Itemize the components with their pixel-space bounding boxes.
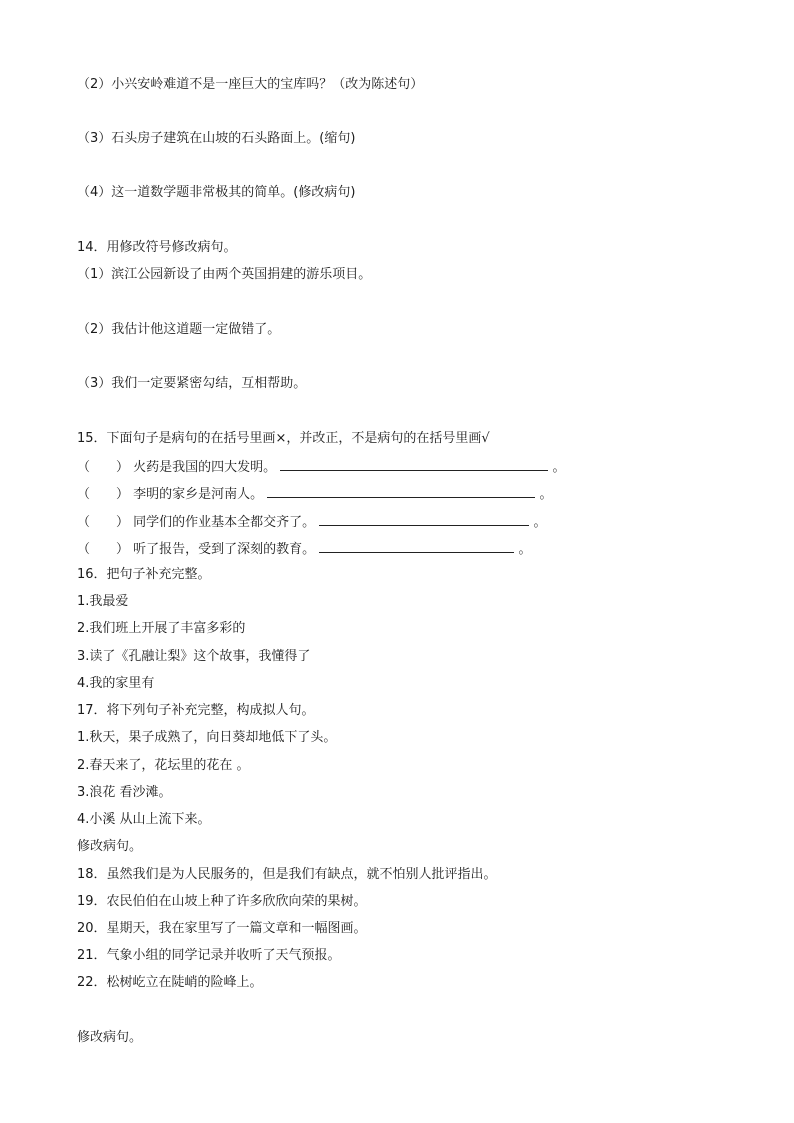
q13-sub3: （3）石头房子建筑在山坡的石头路面上。(缩句) bbox=[77, 131, 356, 146]
q15-item bbox=[77, 512, 546, 530]
q15-item bbox=[77, 539, 531, 557]
q14-title: 14．用修改符号修改病句。 bbox=[77, 240, 237, 255]
q14-sub2: （2）我估计他这道题一定做错了。 bbox=[77, 322, 281, 337]
answer-blank[interactable] bbox=[280, 457, 548, 471]
q16-title: 16．把句子补充完整。 bbox=[77, 567, 211, 582]
q15-item-text: 李明的家乡是河南人。 bbox=[133, 487, 264, 502]
q17-item: 2.春天来了，花坛里的花在 。 bbox=[77, 758, 250, 773]
q13-sub2: （2）小兴安岭难道不是一座巨大的宝库吗？（改为陈述句） bbox=[77, 77, 424, 92]
q16-item: 1.我最爱 bbox=[77, 594, 129, 609]
answer-blank[interactable] bbox=[319, 512, 529, 526]
question-20: 20．星期天，我在家里写了一篇文章和一幅图画。 bbox=[77, 921, 367, 936]
q15-bracket[interactable]: （ ） bbox=[77, 542, 130, 557]
question-22: 22．松树屹立在陡峭的险峰上。 bbox=[77, 975, 263, 990]
answer-blank[interactable] bbox=[319, 539, 514, 553]
q17-item: 1.秋天，果子成熟了，向日葵却地低下了头。 bbox=[77, 730, 337, 745]
q15-item bbox=[77, 484, 552, 502]
answer-blank[interactable] bbox=[267, 484, 535, 498]
footer-title: 修改病句。 bbox=[77, 1030, 143, 1045]
q16-item: 4.我的家里有 bbox=[77, 676, 155, 691]
q15-item-end: 。 bbox=[539, 487, 553, 502]
q15-item bbox=[77, 457, 565, 475]
q16-item: 2.我们班上开展了丰富多彩的 bbox=[77, 621, 246, 636]
q15-item-text: 火药是我国的四大发明。 bbox=[133, 460, 277, 475]
q17-item: 3.浪花 看沙滩。 bbox=[77, 785, 172, 800]
q15-bracket[interactable]: （ ） bbox=[77, 515, 130, 530]
question-18: 18．虽然我们是为人民服务的，但是我们有缺点，就不怕别人批评指出。 bbox=[77, 867, 497, 882]
q15-item-text: 听了报告，受到了深刻的教育。 bbox=[133, 542, 316, 557]
q15-item-end: 。 bbox=[533, 515, 547, 530]
q15-title: 15．下面句子是病句的在括号里画×，并改正，不是病句的在括号里画√ bbox=[77, 431, 490, 446]
question-21: 21．气象小组的同学记录并收听了天气预报。 bbox=[77, 948, 341, 963]
q15-bracket[interactable]: （ ） bbox=[77, 460, 130, 475]
q13-sub4: （4）这一道数学题非常极其的简单。(修改病句) bbox=[77, 185, 356, 200]
section-title: 修改病句。 bbox=[77, 839, 143, 854]
q15-item-text: 同学们的作业基本全都交齐了。 bbox=[133, 515, 316, 530]
q15-item-end: 。 bbox=[552, 460, 566, 475]
q14-sub1: （1）滨江公园新设了由两个英国捐建的游乐项目。 bbox=[77, 267, 372, 282]
q15-item-end: 。 bbox=[518, 542, 532, 557]
q14-sub3: （3）我们一定要紧密勾结，互相帮助。 bbox=[77, 376, 307, 391]
q17-title: 17．将下列句子补充完整，构成拟人句。 bbox=[77, 703, 315, 718]
q17-item: 4.小溪 从山上流下来。 bbox=[77, 812, 211, 827]
question-19: 19．农民伯伯在山坡上种了许多欣欣向荣的果树。 bbox=[77, 894, 367, 909]
q16-item: 3.读了《孔融让梨》这个故事，我懂得了 bbox=[77, 649, 311, 664]
q15-bracket[interactable]: （ ） bbox=[77, 487, 130, 502]
